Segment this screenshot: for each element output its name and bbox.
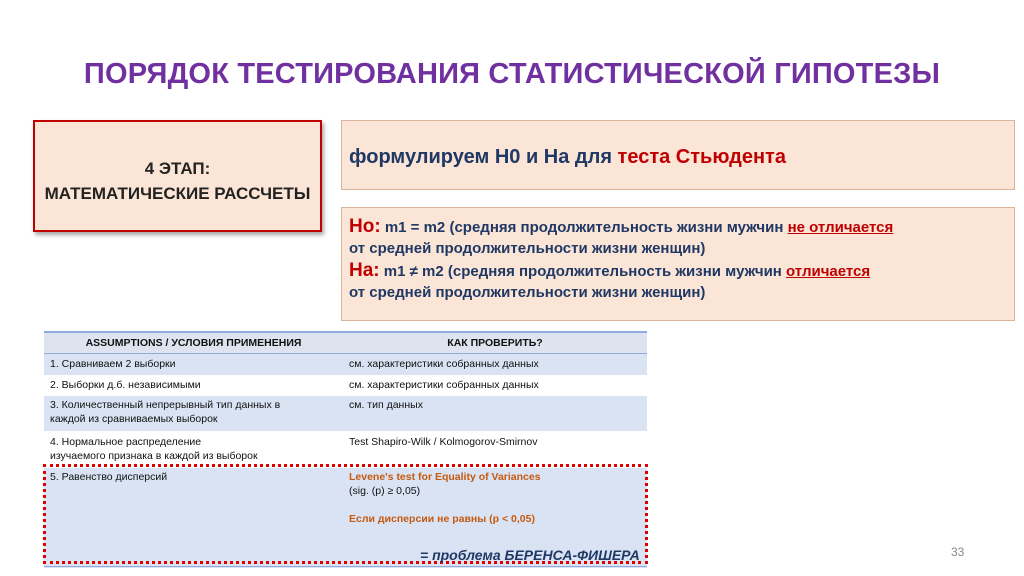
table-cell: см. характеристики собранных данных: [349, 358, 539, 370]
page-number: 33: [951, 545, 965, 559]
levene-test: Levene's test for Equality of Variances: [349, 471, 541, 483]
formulate-test-name: теста Стьюдента: [617, 146, 786, 168]
table-cell-line: 4. Нормальное распределение: [50, 436, 202, 448]
h0-text: (средняя продолжительность жизни мужчин: [449, 219, 788, 236]
table-row: [44, 396, 647, 431]
stage-box: [33, 120, 322, 232]
ha-text: (средняя продолжительность жизни мужчин: [447, 263, 787, 280]
behrens-fisher-note: = проблема БЕРЕНСА-ФИШЕРА: [420, 547, 640, 563]
table-cell-line: 3. Количественный непрерывный тип данных в: [50, 399, 281, 411]
table-cell-line: изучаемого признака в каждой из выборок: [50, 450, 258, 462]
table-cell: Test Shapiro-Wilk / Kolmogorov-Smirnov: [349, 436, 538, 448]
table-cell: 1. Сравниваем 2 выборки: [50, 358, 176, 370]
h0-line: [349, 216, 1014, 238]
table-cell: см. характеристики собранных данных: [349, 379, 539, 391]
h0-formula: m1 = m2: [380, 219, 450, 236]
table-cell: [44, 433, 343, 468]
ha-emphasis: отличается: [786, 263, 871, 280]
table-cell-line: каждой из сравниваемых выборок: [50, 413, 218, 425]
table-row: [44, 354, 647, 375]
formulate-box: [341, 120, 1015, 190]
header-how-to-check: КАК ПРОВЕРИТЬ?: [447, 337, 543, 349]
header-assumptions: ASSUMPTIONS / УСЛОВИЯ ПРИМЕНЕНИЯ: [85, 337, 302, 349]
table-bottom-border: [44, 566, 647, 567]
table-header: [44, 331, 647, 354]
hypotheses-box: [341, 207, 1015, 321]
table-cell: 2. Выборки д.б. независимыми: [50, 379, 201, 391]
table-row: [44, 431, 647, 468]
table-cell: [44, 396, 343, 431]
assumptions-table: [44, 331, 647, 568]
table-row: [44, 375, 647, 396]
ha-line2: от средней продолжительности жизни женщин): [349, 284, 706, 301]
table-cell: см. тип данных: [349, 399, 423, 411]
stage-number: 4 ЭТАП:: [144, 159, 211, 178]
formulate-text: формулируем Н0 и На для: [349, 146, 618, 168]
h0-line2: от средней продолжительности жизни женщин): [349, 240, 706, 257]
ha-line: [349, 260, 1014, 282]
ha-formula: m1 ≠ m2: [379, 263, 448, 280]
h0-emphasis: не отличается: [787, 219, 894, 236]
ha-label: На:: [349, 260, 380, 281]
slide-title: ПОРЯДОК ТЕСТИРОВАНИЯ СТАТИСТИЧЕСКОЙ ГИПОТЕЗЫ: [83, 58, 941, 90]
levene-condition: (sig. (p) ≥ 0,05): [349, 485, 421, 497]
unequal-variances-note: Если дисперсии не равны (p < 0,05): [349, 513, 535, 525]
h0-label: Но:: [349, 216, 381, 237]
stage-name: МАТЕМАТИЧЕСКИЕ РАССЧЕТЫ: [44, 184, 311, 203]
table-cell: 5. Равенство дисперсий: [50, 471, 168, 483]
